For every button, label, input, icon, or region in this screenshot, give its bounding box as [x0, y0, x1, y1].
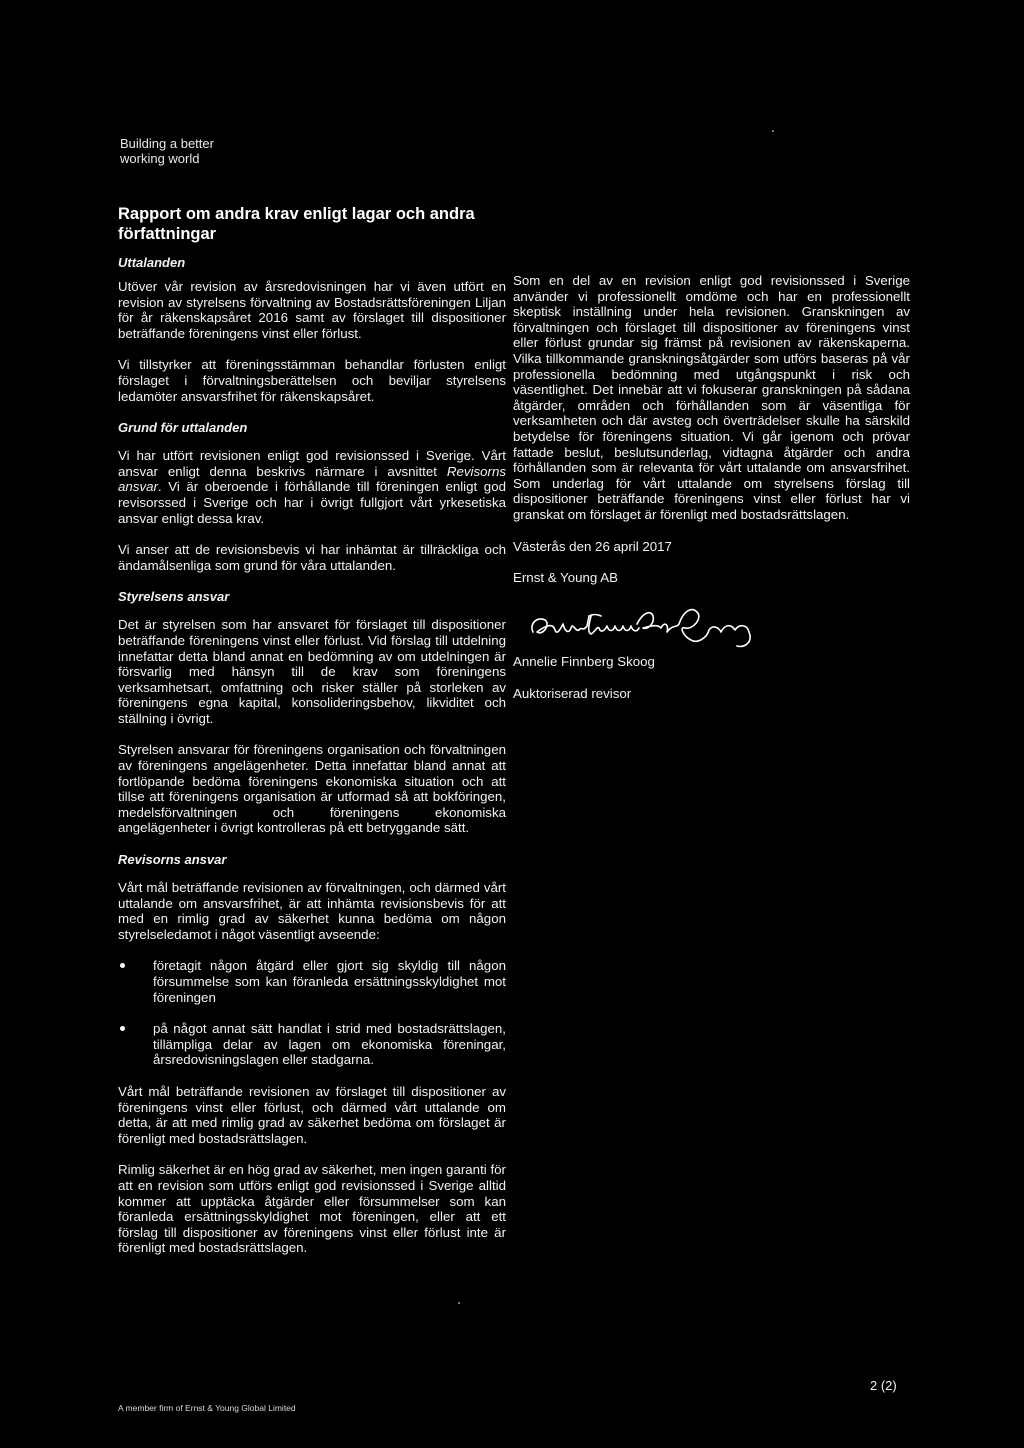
signer-role: Auktoriserad revisor: [513, 685, 632, 701]
list-item-text: företagit någon åtgärd eller gjort sig skyldig till någon försummelse som kan föranleda ersättningsskyldighet mot föreningen: [153, 958, 506, 1005]
revisorns-paragraph-3: Rimlig säkerhet är en hög grad av säkerhet, men ingen garanti för att en revision som utförs enligt god revisionssed i Sverige alltid kommer att upptäcka åtgärder eller försummelser som kan föranleda ersättningsskyldighet mot föreningen, eller att ett förslag till dispositioner av föreningens vinst eller förlust inte är förenligt med bostadsrättslagen.: [118, 1162, 506, 1256]
revisorns-bullet-list: [118, 958, 506, 1068]
signer-name: Annelie Finnberg Skoog: [513, 653, 655, 669]
grund-paragraph-1: [118, 448, 506, 526]
bullet-icon: [120, 963, 125, 968]
tagline-line-2: working world: [120, 151, 200, 166]
scan-speck: [458, 1302, 460, 1304]
tagline-line-1: Building a better: [120, 136, 214, 151]
page-number: 2 (2): [870, 1378, 897, 1393]
heading-revisorns: Revisorns ansvar: [118, 852, 227, 868]
list-item-text: på något annat sätt handlat i strid med bostadsrättslagen, tillämpliga delar av lagen om ekonomiska föreningar, årsredovisningslagen eller stadgarna.: [153, 1021, 506, 1068]
revisorns-paragraph-1: Vårt mål beträffande revisionen av förvaltningen, och därmed vårt uttalande om ansvarsfrihet, är att inhämta revisionsbevis för att med en rimlig grad av säkerhet kunna bedöma om någon styrelseledamot i något väsentligt avseende:: [118, 880, 506, 942]
signature-firm: Ernst & Young AB: [513, 570, 618, 586]
scan-speck: [772, 130, 774, 132]
uttalanden-paragraph-2: Vi tillstyrker att föreningsstämman behandlar förlusten enligt förslaget i förvaltningsberättelsen och beviljar styrelsens ledamöter ansvarsfrihet för räkenskapsåret.: [118, 357, 506, 404]
grund-paragraph-2: Vi anser att de revisionsbevis vi har inhämtat är tillräckliga och ändamålsenliga som grund för våra uttalanden.: [118, 542, 506, 573]
list-item: [118, 1021, 506, 1068]
grund-text-ref: Revisorns ansvar: [118, 463, 506, 495]
signature-place-date: Västerås den 26 april 2017: [513, 538, 672, 554]
heading-uttalanden: Uttalanden: [118, 255, 186, 270]
handwritten-signature-icon: [527, 602, 777, 650]
list-item: [118, 958, 506, 1005]
right-paragraph-1: Som en del av en revision enligt god revisionssed i Sverige använder vi professionellt omdöme och har en professionellt skeptisk inställning under hela revisionen. Granskningen av förvaltningen och förslaget till dispositioner av föreningens vinst eller förlust grundar sig främst på revisionen av räkenskaperna. Vilka tillkommande granskningsåtgärder som utförs baseras på vår professionella bedömning med utgångspunkt i risk och väsentlighet. Det innebär att vi fokuserar granskningen på sådana åtgärder, områden och förhållanden som är väsentliga för verksamheten och där avsteg och överträdelser skulle ha särskild betydelse för föreningens situation. Vi går igenom och prövar fattade beslut, beslutsunderlag, vidtagna åtgärder och andra förhållanden som är relevanta för vårt uttalande om ansvarsfrihet. Som underlag för vårt uttalande om styrelsens förslag till dispositioner beträffande föreningens vinst eller förlust har vi granskat om förslaget är förenligt med bostadsrättslagen.: [513, 273, 910, 522]
bullet-icon: [120, 1026, 125, 1031]
brand-tagline: [120, 136, 214, 166]
left-column: [118, 255, 506, 1272]
styrelsens-paragraph-1: Det är styrelsen som har ansvaret för förslaget till dispositioner beträffande föreningens vinst eller förlust. Vid förslag till utdelning innefattar detta bland annat en bedömning av om utdelningen är försvarlig med hänsyn till de krav som föreningens verksamhetsart, omfattning och risker ställer på storleken av föreningens egna kapital, konsolideringsbehov, likviditet och ställning i övrigt.: [118, 617, 506, 726]
styrelsens-paragraph-2: Styrelsen ansvarar för föreningens organisation och förvaltningen av föreningens angelägenheter. Detta innefattar bland annat att fortlöpande bedöma föreningens ekonomiska situation och att tillse att föreningens organisation är utformad så att bokföringen, medelsförvaltningen och föreningens ekonomiska angelägenheter i övrigt kontrolleras på ett betryggande sätt.: [118, 742, 506, 836]
right-column: [513, 273, 910, 718]
heading-grund: Grund för uttalanden: [118, 420, 248, 436]
grund-text-b: . Vi är oberoende i förhållande till föreningen enligt god revisorssed i Sverige och har i övrigt fullgjort vårt yrkesetiska ansvar enligt dessa krav.: [118, 479, 506, 526]
heading-styrelsens: Styrelsens ansvar: [118, 589, 230, 605]
grund-text-a: Vi har utfört revisionen enligt god revisionssed i Sverige. Vårt ansvar enligt denna beskrivs närmare i avsnittet: [118, 448, 506, 479]
uttalanden-paragraph-1: Utöver vår revision av årsredovisningen har vi även utfört en revision av styrelsens förvaltning av Bostadsrättsföreningen Liljan för år räkenskapsåret 2016 samt av förslaget till dispositioner beträffande föreningens vinst eller förlust.: [118, 279, 506, 341]
revisorns-paragraph-2: Vårt mål beträffande revisionen av förslaget till dispositioner av föreningens vinst eller förlust, och därmed vårt uttalande om detta, är att med rimlig grad av säkerhet bedöma om förslaget är förenligt med bostadsrättslagen.: [118, 1083, 506, 1146]
page-title: Rapport om andra krav enligt lagar och andra författningar: [118, 205, 475, 243]
footer-legal: A member firm of Ernst & Young Global Limited: [118, 1403, 296, 1413]
